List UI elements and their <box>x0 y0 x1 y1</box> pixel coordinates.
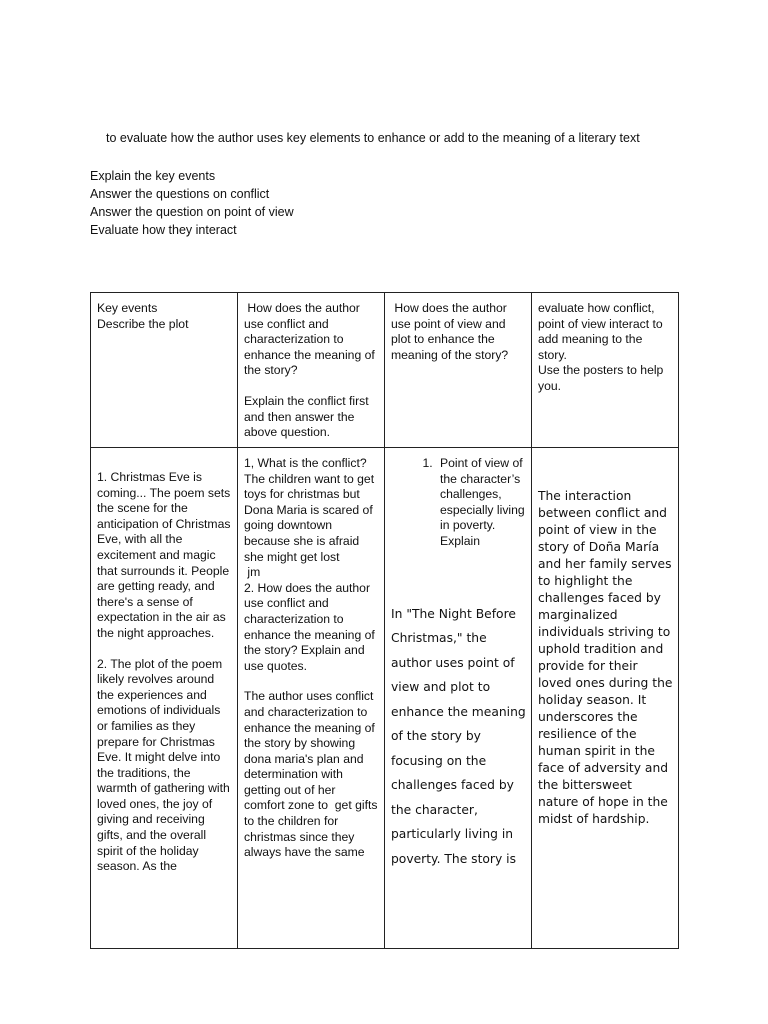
point-of-view-list <box>391 456 526 550</box>
header-evaluate-note: Use the posters to help you. <box>538 363 667 393</box>
conflict-answer: The author uses conflict and characterization to enhance the meaning of the story by showing dona maria's plan and determination with getting out of her comfort zone to get gifts to the children for christmas since they always have the same <box>244 689 381 860</box>
evaluate-answer: The interaction between conflict and point of view in the story of Doña María and her family serves to highlight the challenges faced by marginalized individuals striving to uphold tradition and provide for their loved ones during the holiday season. It underscores the resilience of the human spirit in the face of adversity and the bittersweet nature of hope in the midst of hardship. <box>538 489 677 826</box>
header-key-events-text: Key events Describe the plot <box>97 301 189 331</box>
task-item: Explain the key events <box>90 169 216 183</box>
table-header-row <box>91 293 679 448</box>
objective-text: to evaluate how the author uses key elements to enhance or add to the meaning of a literary text <box>106 131 640 145</box>
list-item: 1. Point of view of the character’s challenges, especially living in poverty. Explain <box>436 456 526 550</box>
header-conflict-note: Explain the conflict first and then answer the above question. <box>244 393 373 440</box>
point-of-view-answer: In "The Night Before Christmas," the author uses point of view and plot to enhance the meaning of the story by focusing on the challenges faced by the character, particularly living in poverty. The story is <box>391 606 530 866</box>
analysis-table <box>90 292 679 949</box>
header-evaluate <box>532 293 679 448</box>
conflict-questions: 1, What is the conflict? The children want to get toys for christmas but Dona Maria is scared of going downtown because she is afraid she might get lost jm 2. How does the author use conflict and characterization to enhance the meaning of the story? Explain and use quotes. <box>244 456 375 673</box>
task-item: Evaluate how they interact <box>90 223 237 237</box>
cell-point-of-view <box>385 448 532 949</box>
key-events-paragraph-1: 1. Christmas Eve is coming... The poem sets the scene for the anticipation of Christmas Eve, with all the excitement and magic that surrounds it. People are getting ready, and there's a sense of expectation in the air as the night approaches. <box>97 470 234 640</box>
header-point-of-view-text: How does the author use point of view and plot to enhance the meaning of the story? <box>391 301 511 362</box>
table-row <box>91 448 679 949</box>
cell-key-events <box>91 448 238 949</box>
cell-conflict <box>238 448 385 949</box>
key-events-paragraph-2: 2. The plot of the poem likely revolves around the experiences and emotions of individuals or families as they prepare for Christmas Eve. It might delve into the traditions, the warmth of gathering with loved ones, the joy of giving and receiving gifts, and the overall spirit of the holiday season. As the <box>97 656 234 874</box>
task-list <box>90 167 294 239</box>
header-conflict <box>238 293 385 448</box>
header-point-of-view <box>385 293 532 448</box>
header-conflict-question: How does the author use conflict and characterization to enhance the meaning of the story? <box>244 301 379 378</box>
task-item: Answer the questions on conflict <box>90 187 270 201</box>
header-key-events <box>91 293 238 448</box>
task-item: Answer the question on point of view <box>90 205 294 219</box>
header-evaluate-text: evaluate how conflict, point of view interact to add meaning to the story. <box>538 301 667 362</box>
cell-evaluate <box>532 448 679 949</box>
